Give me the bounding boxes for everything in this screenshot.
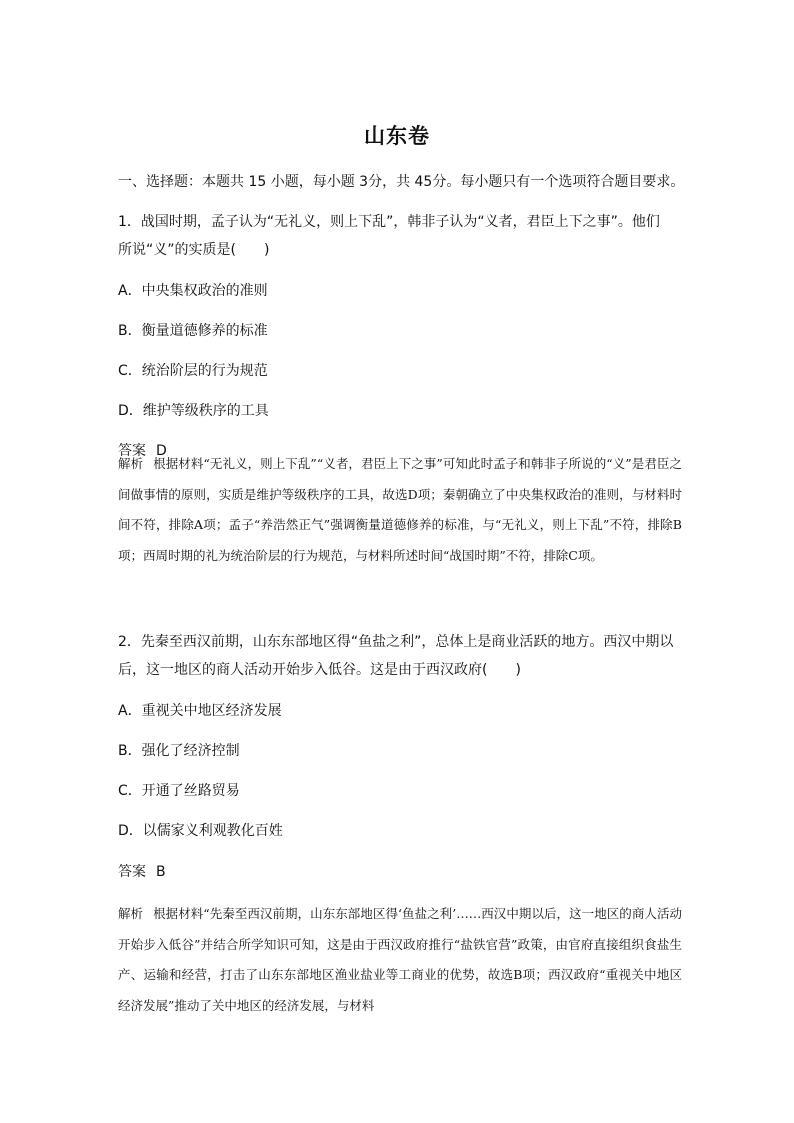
question-2-stem-line-2: 后，这一地区的商人活动开始步入低谷。这是由于西汉政府( ) (118, 662, 521, 678)
explanation-label: 解析 (118, 456, 144, 471)
answer-label: 答案 (118, 443, 146, 459)
question-1-stem-line-1: 1．战国时期，孟子认为“无礼义，则上下乱”，韩非子认为“义者，君臣上下之事”。他们 (118, 214, 660, 230)
answer-value: B (156, 864, 166, 880)
question-2-stem-line-1: 2．先秦至西汉前期，山东东部地区得“鱼盐之利”，总体上是商业活跃的地方。西汉中期以 (118, 634, 674, 650)
question-1-stem-line-2: 所说“义”的实质是( ) (118, 242, 270, 258)
question-2-explanation (118, 899, 682, 1021)
question-1-explanation (118, 449, 682, 571)
question-2-option-d: D．以儒家义利观教化百姓 (118, 823, 283, 839)
question-2-option-b: B．强化了经济控制 (118, 743, 240, 759)
explanation-text: 根据材料“无礼义，则上下乱”“义者，君臣上下之事”可知此时孟子和韩非子所说的“义”是君臣之间做事情的原则，实质是维护等级秩序的工具，故选D项；秦朝确立了中央集权政治的准则，与材料时间不符，排除A项；孟子“养浩然正气”强调衡量道德修养的标准，与“无礼义，则上下乱”不符，排除B项；西周时期的礼为统治阶层的行为规范，与材料所述时间“战国时期”不符，排除C项。 (118, 456, 682, 563)
answer-value: D (156, 443, 167, 459)
section-heading: 一、选择题：本题共 15 小题，每小题 3分，共 45分。每小题只有一个选项符合题目要求。 (118, 174, 685, 190)
question-2-option-a: A．重视关中地区经济发展 (118, 703, 282, 719)
question-1-option-a: A．中央集权政治的准则 (118, 283, 268, 299)
question-1-option-c: C．统治阶层的行为规范 (118, 363, 268, 379)
question-2-option-c: C．开通了丝路贸易 (118, 783, 240, 799)
explanation-label: 解析 (118, 906, 144, 921)
explanation-text: 根据材料“先秦至西汉前期，山东东部地区得‘鱼盐之利’……西汉中期以后，这一地区的商人活动开始步入低谷”并结合所学知识可知，这是由于西汉政府推行“盐铁官营”政策，由官府直接组织食盐生产、运输和经营，打击了山东东部地区渔业盐业等工商业的优势，故选B项；西汉政府“重视关中地区经济发展”推动了关中地区的经济发展，与材料 (118, 906, 682, 1013)
answer-label: 答案 (118, 864, 146, 880)
question-2-answer (118, 862, 690, 882)
question-1-option-b: B．衡量道德修养的标准 (118, 323, 268, 339)
page-title: 山东卷 (364, 124, 430, 148)
question-1-option-d: D．维护等级秩序的工具 (118, 403, 269, 419)
